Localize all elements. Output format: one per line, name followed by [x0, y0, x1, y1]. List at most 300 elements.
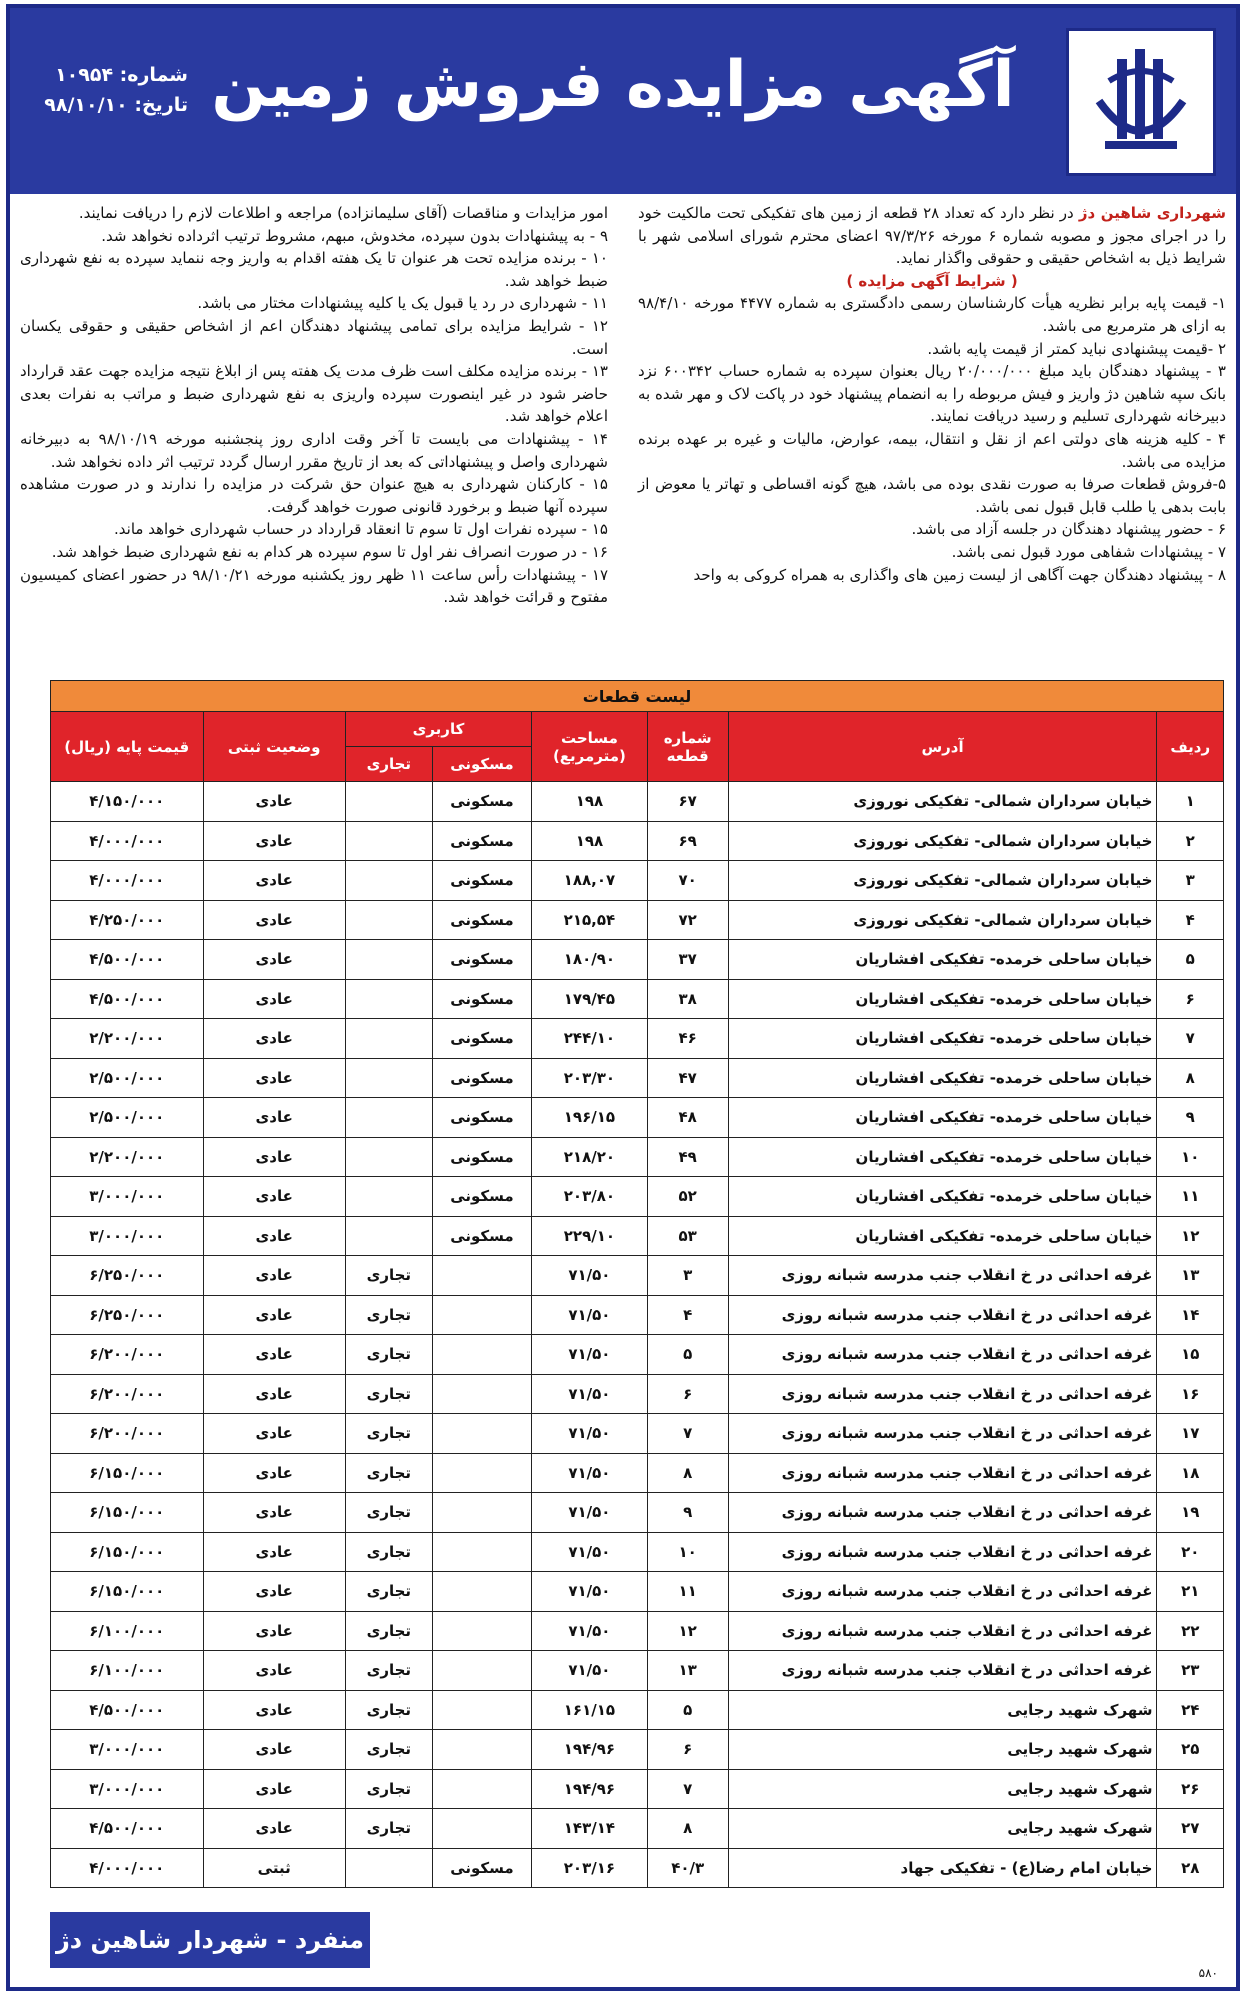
cell-lot-number: ۱۱ — [647, 1572, 728, 1612]
cell-commercial: تجاری — [345, 1256, 432, 1296]
cell-row-number: ۲۳ — [1157, 1651, 1224, 1691]
table-row — [51, 1256, 1224, 1296]
cell-registration-status: عادی — [203, 1177, 345, 1217]
header-banner — [10, 8, 1236, 194]
cell-commercial: تجاری — [345, 1295, 432, 1335]
header-residential: مسکونی — [432, 747, 531, 782]
cell-row-number: ۱۹ — [1157, 1493, 1224, 1533]
cell-row-number: ۱۷ — [1157, 1414, 1224, 1454]
cell-lot-number: ۳ — [647, 1256, 728, 1296]
table-row — [51, 1651, 1224, 1691]
cell-address: خیابان ساحلی خرمده- تفکیکی افشاریان — [728, 1019, 1157, 1059]
cell-address: خیابان سرداران شمالی- تفکیکی نوروزی — [728, 782, 1157, 822]
cell-area: ۱۷۹/۴۵ — [532, 979, 648, 1019]
cell-area: ۷۱/۵۰ — [532, 1611, 648, 1651]
cell-address: غرفه احداثی در خ انقلاب جنب مدرسه شبانه روزی — [728, 1611, 1157, 1651]
condition-item: ۴ - کلیه هزینه های دولتی اعم از نقل و انتقال، بیمه، عوارض، مالیات و غیره بر عهده برنده مزایده می باشد. — [638, 429, 1226, 471]
cell-commercial: تجاری — [345, 1532, 432, 1572]
cell-residential — [432, 1572, 531, 1612]
cell-registration-status: عادی — [203, 1414, 345, 1454]
cell-residential — [432, 1493, 531, 1533]
conditions-section — [20, 202, 1226, 662]
cell-base-price: ۲/۵۰۰/۰۰۰ — [51, 1058, 204, 1098]
cell-residential — [432, 1730, 531, 1770]
cell-base-price: ۲/۲۰۰/۰۰۰ — [51, 1137, 204, 1177]
cell-area: ۲۱۸/۲۰ — [532, 1137, 648, 1177]
cell-address: خیابان ساحلی خرمده- تفکیکی افشاریان — [728, 1216, 1157, 1256]
cell-residential: مسکونی — [432, 1019, 531, 1059]
cell-residential — [432, 1414, 531, 1454]
cell-row-number: ۲۴ — [1157, 1690, 1224, 1730]
cell-area: ۱۹۶/۱۵ — [532, 1098, 648, 1138]
cell-commercial — [345, 861, 432, 901]
table-row — [51, 1769, 1224, 1809]
table-row — [51, 1137, 1224, 1177]
cell-base-price: ۶/۱۵۰/۰۰۰ — [51, 1572, 204, 1612]
municipality-logo-icon — [1066, 28, 1216, 176]
cell-area: ۱۹۸ — [532, 782, 648, 822]
cell-row-number: ۲۶ — [1157, 1769, 1224, 1809]
cell-base-price: ۶/۱۰۰/۰۰۰ — [51, 1611, 204, 1651]
condition-item: ۷ - پیشنهادات شفاهی مورد قبول نمی باشد. — [951, 542, 1226, 561]
cell-registration-status: ثبتی — [203, 1848, 345, 1888]
cell-base-price: ۳/۰۰۰/۰۰۰ — [51, 1177, 204, 1217]
cell-registration-status: عادی — [203, 1019, 345, 1059]
cell-address: شهرک شهید رجایی — [728, 1809, 1157, 1849]
cell-row-number: ۱۴ — [1157, 1295, 1224, 1335]
cell-residential — [432, 1335, 531, 1375]
cell-lot-number: ۳۸ — [647, 979, 728, 1019]
condition-item: ۳ - پیشنهاد دهندگان باید مبلغ ۲۰/۰۰۰/۰۰۰ ریال بعنوان سپرده به شماره حساب ۶۰۰۳۴۲ نزد بانک سپه شاهین دژ واریز و فیش مربوطه را به انضمام پیشنهاد خود در پاکت لاک و مهر شده به دبیرخانه شهرداری تسلیم و رسید دریافت نمایند. — [638, 362, 1226, 426]
cell-row-number: ۲۸ — [1157, 1848, 1224, 1888]
cell-lot-number: ۷۰ — [647, 861, 728, 901]
cell-base-price: ۶/۲۰۰/۰۰۰ — [51, 1335, 204, 1375]
cell-commercial: تجاری — [345, 1690, 432, 1730]
table-row — [51, 1532, 1224, 1572]
cell-commercial — [345, 1216, 432, 1256]
cell-lot-number: ۵۲ — [647, 1177, 728, 1217]
cell-area: ۱۶۱/۱۵ — [532, 1690, 648, 1730]
cell-residential: مسکونی — [432, 821, 531, 861]
cell-lot-number: ۸ — [647, 1453, 728, 1493]
cell-registration-status: عادی — [203, 1651, 345, 1691]
cell-row-number: ۴ — [1157, 900, 1224, 940]
cell-registration-status: عادی — [203, 900, 345, 940]
cell-lot-number: ۶ — [647, 1730, 728, 1770]
condition-item: ۱۳ - برنده مزایده مکلف است ظرف مدت یک هفته پس از ابلاغ نتیجه مزایده جهت عقد قرارداد حاضر شود در غیر اینصورت سپرده واریزی به نفع شهرداری ضبط و مراتب به نفرات بعدی اعلام خواهد شد. — [20, 362, 608, 426]
cell-base-price: ۴/۵۰۰/۰۰۰ — [51, 940, 204, 980]
table-row — [51, 1730, 1224, 1770]
cell-commercial: تجاری — [345, 1769, 432, 1809]
cell-base-price: ۴/۲۵۰/۰۰۰ — [51, 900, 204, 940]
condition-item: ۱۷ - پیشنهادات رأس ساعت ۱۱ ظهر روز یکشنبه مورخه ۹۸/۱۰/۲۱ در حضور اعضای کمیسیون مفتوح و قرائت خواهد شد. — [20, 565, 609, 607]
condition-item: ۸ - پیشنهاد دهندگان جهت آگاهی از لیست زمین های واگذاری به همراه کروکی به واحد — [693, 565, 1226, 584]
cell-lot-number: ۷ — [647, 1414, 728, 1454]
table-row — [51, 1019, 1224, 1059]
header-lot-number: شماره قطعه — [647, 712, 728, 782]
cell-address: خیابان امام رضا(ع) - تفکیکی جهاد — [728, 1848, 1157, 1888]
table-row — [51, 1690, 1224, 1730]
cell-registration-status: عادی — [203, 940, 345, 980]
cell-address: غرفه احداثی در خ انقلاب جنب مدرسه شبانه روزی — [728, 1414, 1157, 1454]
cell-address: شهرک شهید رجایی — [728, 1730, 1157, 1770]
conditions-left-column — [20, 202, 608, 609]
cell-residential — [432, 1651, 531, 1691]
cell-residential: مسکونی — [432, 1098, 531, 1138]
cell-lot-number: ۴۹ — [647, 1137, 728, 1177]
cell-lot-number: ۴۶ — [647, 1019, 728, 1059]
cell-row-number: ۱ — [1157, 782, 1224, 822]
cell-base-price: ۶/۱۵۰/۰۰۰ — [51, 1493, 204, 1533]
cell-address: خیابان ساحلی خرمده- تفکیکی افشاریان — [728, 979, 1157, 1019]
cell-base-price: ۴/۰۰۰/۰۰۰ — [51, 821, 204, 861]
cell-area: ۷۱/۵۰ — [532, 1572, 648, 1612]
cell-lot-number: ۵ — [647, 1690, 728, 1730]
cell-area: ۷۱/۵۰ — [532, 1532, 648, 1572]
cell-address: غرفه احداثی در خ انقلاب جنب مدرسه شبانه روزی — [728, 1453, 1157, 1493]
cell-registration-status: عادی — [203, 1730, 345, 1770]
cell-address: غرفه احداثی در خ انقلاب جنب مدرسه شبانه روزی — [728, 1335, 1157, 1375]
cell-commercial — [345, 1848, 432, 1888]
cell-lot-number: ۵۳ — [647, 1216, 728, 1256]
cell-area: ۷۱/۵۰ — [532, 1374, 648, 1414]
condition-item: ۲ -قیمت پیشنهادی نباید کمتر از قیمت پایه باشد. — [927, 339, 1226, 358]
cell-registration-status: عادی — [203, 1572, 345, 1612]
cell-residential: مسکونی — [432, 1058, 531, 1098]
lots-table-wrapper — [50, 680, 1224, 1888]
cell-registration-status: عادی — [203, 1374, 345, 1414]
cell-address: خیابان سرداران شمالی- تفکیکی نوروزی — [728, 900, 1157, 940]
cell-base-price: ۶/۱۵۰/۰۰۰ — [51, 1453, 204, 1493]
table-row — [51, 1098, 1224, 1138]
logo-graphic — [1069, 31, 1213, 173]
cell-address: شهرک شهید رجایی — [728, 1690, 1157, 1730]
cell-registration-status: عادی — [203, 861, 345, 901]
condition-item: ۶ - حضور پیشنهاد دهندگان در جلسه آزاد می باشد. — [911, 520, 1226, 539]
cell-row-number: ۲۵ — [1157, 1730, 1224, 1770]
cell-commercial: تجاری — [345, 1809, 432, 1849]
header-registration-status: وضعیت ثبتی — [203, 712, 345, 782]
condition-item: ۱- قیمت پایه برابر نظریه هیأت کارشناسان رسمی دادگستری به شماره ۴۴۷۷ مورخه ۹۸/۴/۱۰ به ازای هر مترمربع می باشد. — [638, 294, 1226, 335]
header-commercial: تجاری — [345, 747, 432, 782]
condition-item: امور مزایدات و مناقصات (آقای سلیمانزاده) مراجعه و اطلاعات لازم را دریافت نمایند. — [78, 204, 608, 222]
cell-base-price: ۴/۰۰۰/۰۰۰ — [51, 861, 204, 901]
cell-lot-number: ۴۰/۳ — [647, 1848, 728, 1888]
cell-area: ۲۰۳/۳۰ — [532, 1058, 648, 1098]
cell-lot-number: ۱۳ — [647, 1651, 728, 1691]
cell-registration-status: عادی — [203, 1493, 345, 1533]
header-area: مساحت (مترمربع) — [532, 712, 648, 782]
cell-registration-status: عادی — [203, 1058, 345, 1098]
cell-commercial: تجاری — [345, 1414, 432, 1454]
cell-base-price: ۴/۵۰۰/۰۰۰ — [51, 1690, 204, 1730]
cell-row-number: ۷ — [1157, 1019, 1224, 1059]
cell-registration-status: عادی — [203, 1137, 345, 1177]
cell-base-price: ۶/۱۵۰/۰۰۰ — [51, 1532, 204, 1572]
cell-area: ۷۱/۵۰ — [532, 1493, 648, 1533]
signature-banner: منفرد - شهردار شاهین دژ — [50, 1912, 370, 1968]
lots-table — [50, 680, 1224, 1888]
cell-residential: مسکونی — [432, 900, 531, 940]
cell-residential — [432, 1295, 531, 1335]
cell-address: خیابان ساحلی خرمده- تفکیکی افشاریان — [728, 940, 1157, 980]
cell-area: ۱۹۴/۹۶ — [532, 1769, 648, 1809]
condition-item: ۱۱ - شهرداری در رد یا قبول یک یا کلیه پیشنهادات مختار می باشد. — [197, 294, 608, 313]
cell-address: غرفه احداثی در خ انقلاب جنب مدرسه شبانه روزی — [728, 1493, 1157, 1533]
table-row — [51, 940, 1224, 980]
condition-item: ۱۵ - کارکنان شهرداری به هیچ عنوان حق شرکت در مزایده را ندارند و در صورت مشاهده سپرده آنها ضبط و برخورد قانونی صورت خواهد گرفت. — [20, 475, 608, 516]
cell-area: ۷۱/۵۰ — [532, 1295, 648, 1335]
table-row — [51, 1216, 1224, 1256]
cell-residential — [432, 1256, 531, 1296]
cell-row-number: ۸ — [1157, 1058, 1224, 1098]
cell-address: خیابان ساحلی خرمده- تفکیکی افشاریان — [728, 1177, 1157, 1217]
cell-base-price: ۳/۰۰۰/۰۰۰ — [51, 1769, 204, 1809]
cell-row-number: ۱۲ — [1157, 1216, 1224, 1256]
cell-lot-number: ۶۷ — [647, 782, 728, 822]
cell-row-number: ۳ — [1157, 861, 1224, 901]
cell-registration-status: عادی — [203, 1098, 345, 1138]
condition-item: ۱۵ - سپرده نفرات اول تا سوم تا انعقاد قرارداد در حساب شهرداری خواهد ماند. — [114, 520, 608, 539]
cell-base-price: ۴/۵۰۰/۰۰۰ — [51, 1809, 204, 1849]
cell-base-price: ۴/۱۵۰/۰۰۰ — [51, 782, 204, 822]
table-row — [51, 782, 1224, 822]
condition-item: ۱۴ - پیشنهادات می بایست تا آخر وقت اداری روز پنجشنبه مورخه ۹۸/۱۰/۱۹ به دبیرخانه شهرداری واصل و پیشنهاداتی که بعد از تاریخ مقرر ارسال گردد ترتیب اثر داده نخواهد شد. — [20, 429, 608, 471]
cell-row-number: ۲۱ — [1157, 1572, 1224, 1612]
table-row — [51, 1572, 1224, 1612]
cell-base-price: ۶/۲۵۰/۰۰۰ — [51, 1295, 204, 1335]
cell-registration-status: عادی — [203, 782, 345, 822]
table-row — [51, 1177, 1224, 1217]
cell-registration-status: عادی — [203, 1216, 345, 1256]
cell-row-number: ۲۲ — [1157, 1611, 1224, 1651]
cell-residential — [432, 1532, 531, 1572]
lots-table-body — [51, 782, 1224, 1888]
page-title: آگهی مزایده فروش زمین — [211, 48, 1015, 122]
cell-commercial — [345, 900, 432, 940]
cell-area: ۷۱/۵۰ — [532, 1414, 648, 1454]
cell-row-number: ۱۰ — [1157, 1137, 1224, 1177]
cell-area: ۲۰۳/۸۰ — [532, 1177, 648, 1217]
table-row — [51, 1809, 1224, 1849]
table-row — [51, 1335, 1224, 1375]
cell-lot-number: ۱۲ — [647, 1611, 728, 1651]
cell-commercial — [345, 782, 432, 822]
cell-residential: مسکونی — [432, 1848, 531, 1888]
cell-address: خیابان سرداران شمالی- تفکیکی نوروزی — [728, 821, 1157, 861]
cell-row-number: ۹ — [1157, 1098, 1224, 1138]
cell-row-number: ۲ — [1157, 821, 1224, 861]
cell-residential — [432, 1769, 531, 1809]
cell-address: شهرک شهید رجایی — [728, 1769, 1157, 1809]
cell-registration-status: عادی — [203, 1453, 345, 1493]
cell-lot-number: ۵ — [647, 1335, 728, 1375]
cell-registration-status: عادی — [203, 1690, 345, 1730]
cell-base-price: ۴/۰۰۰/۰۰۰ — [51, 1848, 204, 1888]
cell-residential: مسکونی — [432, 782, 531, 822]
cell-area: ۲۰۳/۱۶ — [532, 1848, 648, 1888]
cell-registration-status: عادی — [203, 1256, 345, 1296]
cell-lot-number: ۶ — [647, 1374, 728, 1414]
cell-lot-number: ۷۲ — [647, 900, 728, 940]
cell-residential — [432, 1809, 531, 1849]
cell-base-price: ۶/۱۰۰/۰۰۰ — [51, 1651, 204, 1691]
cell-row-number: ۱۵ — [1157, 1335, 1224, 1375]
condition-item: ۱۲ - شرایط مزایده برای تمامی پیشنهاد دهندگان اعم از اشخاص حقیقی و حقوقی یکسان است. — [20, 316, 608, 358]
cell-row-number: ۱۶ — [1157, 1374, 1224, 1414]
cell-commercial: تجاری — [345, 1730, 432, 1770]
table-row — [51, 1295, 1224, 1335]
table-row — [51, 1848, 1224, 1888]
cell-commercial: تجاری — [345, 1453, 432, 1493]
cell-base-price: ۲/۵۰۰/۰۰۰ — [51, 1098, 204, 1138]
cell-residential — [432, 1611, 531, 1651]
table-row — [51, 1414, 1224, 1454]
cell-residential — [432, 1453, 531, 1493]
cell-row-number: ۲۷ — [1157, 1809, 1224, 1849]
cell-address: خیابان ساحلی خرمده- تفکیکی افشاریان — [728, 1058, 1157, 1098]
table-row — [51, 979, 1224, 1019]
cell-address: غرفه احداثی در خ انقلاب جنب مدرسه شبانه روزی — [728, 1572, 1157, 1612]
notice-date: تاریخ: ۹۸/۱۰/۱۰ — [44, 94, 188, 116]
cell-area: ۲۱۵,۵۴ — [532, 900, 648, 940]
org-name: شهرداری شاهین دژ — [1078, 204, 1226, 222]
cell-area: ۷۱/۵۰ — [532, 1453, 648, 1493]
cell-commercial — [345, 1098, 432, 1138]
condition-item: ۱۰ - برنده مزایده تحت هر عنوان تا یک هفته اقدام به واریز وجه ننماید سپرده به نفع شهرداری ضبط خواهد شد. — [20, 249, 608, 290]
cell-base-price: ۶/۲۰۰/۰۰۰ — [51, 1374, 204, 1414]
cell-commercial: تجاری — [345, 1611, 432, 1651]
cell-commercial: تجاری — [345, 1335, 432, 1375]
table-row — [51, 900, 1224, 940]
cell-area: ۱۹۴/۹۶ — [532, 1730, 648, 1770]
cell-commercial: تجاری — [345, 1374, 432, 1414]
cell-registration-status: عادی — [203, 1611, 345, 1651]
cell-registration-status: عادی — [203, 1335, 345, 1375]
cell-commercial: تجاری — [345, 1493, 432, 1533]
cell-row-number: ۱۸ — [1157, 1453, 1224, 1493]
intro-paragraph — [638, 202, 1226, 270]
condition-item: ۹ - به پیشنهادات بدون سپرده، مخدوش، مبهم، مشروط ترتیب اثرداده نخواهد شد. — [101, 226, 608, 245]
cell-base-price: ۶/۲۵۰/۰۰۰ — [51, 1256, 204, 1296]
cell-residential: مسکونی — [432, 861, 531, 901]
cell-area: ۱۸۰/۹۰ — [532, 940, 648, 980]
cell-address: غرفه احداثی در خ انقلاب جنب مدرسه شبانه روزی — [728, 1651, 1157, 1691]
cell-residential: مسکونی — [432, 1216, 531, 1256]
cell-registration-status: عادی — [203, 979, 345, 1019]
conditions-right-column — [638, 202, 1226, 586]
cell-commercial — [345, 1137, 432, 1177]
cell-area: ۱۴۳/۱۴ — [532, 1809, 648, 1849]
cell-area: ۷۱/۵۰ — [532, 1651, 648, 1691]
cell-area: ۷۱/۵۰ — [532, 1335, 648, 1375]
cell-area: ۱۹۸ — [532, 821, 648, 861]
cell-commercial — [345, 1019, 432, 1059]
table-row — [51, 1493, 1224, 1533]
cell-base-price: ۴/۵۰۰/۰۰۰ — [51, 979, 204, 1019]
cell-residential: مسکونی — [432, 979, 531, 1019]
cell-row-number: ۱۳ — [1157, 1256, 1224, 1296]
cell-area: ۲۴۴/۱۰ — [532, 1019, 648, 1059]
table-row — [51, 1611, 1224, 1651]
cell-lot-number: ۴ — [647, 1295, 728, 1335]
header-base-price: قیمت پایه (ریال) — [51, 712, 204, 782]
cell-commercial — [345, 1177, 432, 1217]
header-address: آدرس — [728, 712, 1157, 782]
cell-area: ۷۱/۵۰ — [532, 1256, 648, 1296]
cell-commercial: تجاری — [345, 1572, 432, 1612]
table-row — [51, 1058, 1224, 1098]
cell-residential — [432, 1690, 531, 1730]
notice-meta — [28, 60, 188, 120]
intro-text: در نظر دارد که تعداد ۲۸ قطعه از زمین های تفکیکی تحت مالکیت خود را در اجرای مجوز و مصوبه شماره ۶ مورخه ۹۷/۳/۲۶ اعضای محترم شورای اسلامی شهر با شرایط ذیل به اشخاص حقیقی و حقوقی واگذار نماید. — [638, 204, 1226, 268]
header-row-number: ردیف — [1157, 712, 1224, 782]
table-caption: لیست قطعات — [51, 681, 1224, 712]
cell-commercial — [345, 979, 432, 1019]
cell-residential: مسکونی — [432, 940, 531, 980]
cell-lot-number: ۱۰ — [647, 1532, 728, 1572]
cell-commercial — [345, 940, 432, 980]
condition-item: ۵-فروش قطعات صرفا به صورت نقدی بوده می باشد، هیچ گونه اقساطی و تهاتر یا معوض از بابت بدهی یا طلب قابل قبول نمی باشد. — [638, 475, 1226, 516]
cell-base-price: ۶/۲۰۰/۰۰۰ — [51, 1414, 204, 1454]
cell-address: خیابان ساحلی خرمده- تفکیکی افشاریان — [728, 1098, 1157, 1138]
cell-residential — [432, 1374, 531, 1414]
cell-registration-status: عادی — [203, 1295, 345, 1335]
page-code: ۵۸۰ — [1198, 1966, 1218, 1980]
cell-base-price: ۲/۲۰۰/۰۰۰ — [51, 1019, 204, 1059]
cell-lot-number: ۸ — [647, 1809, 728, 1849]
cell-residential: مسکونی — [432, 1137, 531, 1177]
cell-address: غرفه احداثی در خ انقلاب جنب مدرسه شبانه روزی — [728, 1374, 1157, 1414]
cell-address: غرفه احداثی در خ انقلاب جنب مدرسه شبانه روزی — [728, 1295, 1157, 1335]
notice-number: شماره: ۱۰۹۵۴ — [55, 64, 188, 86]
table-row — [51, 821, 1224, 861]
conditions-title: ( شرایط آگهی مزایده ) — [846, 271, 1018, 290]
cell-residential: مسکونی — [432, 1177, 531, 1217]
cell-address: خیابان ساحلی خرمده- تفکیکی افشاریان — [728, 1137, 1157, 1177]
cell-registration-status: عادی — [203, 1532, 345, 1572]
advertisement-page — [6, 4, 1240, 1991]
cell-lot-number: ۴۸ — [647, 1098, 728, 1138]
cell-row-number: ۲۰ — [1157, 1532, 1224, 1572]
cell-lot-number: ۶۹ — [647, 821, 728, 861]
table-row — [51, 861, 1224, 901]
condition-item: ۱۶ - در صورت انصراف نفر اول تا سوم سپرده هر کدام به نفع شهرداری ضبط خواهد شد. — [51, 542, 608, 561]
header-usage: کاربری — [345, 712, 531, 747]
cell-area: ۲۲۹/۱۰ — [532, 1216, 648, 1256]
cell-registration-status: عادی — [203, 821, 345, 861]
cell-commercial — [345, 821, 432, 861]
cell-lot-number: ۹ — [647, 1493, 728, 1533]
cell-lot-number: ۳۷ — [647, 940, 728, 980]
cell-address: غرفه احداثی در خ انقلاب جنب مدرسه شبانه روزی — [728, 1256, 1157, 1296]
cell-area: ۱۸۸,۰۷ — [532, 861, 648, 901]
cell-registration-status: عادی — [203, 1769, 345, 1809]
cell-row-number: ۶ — [1157, 979, 1224, 1019]
cell-base-price: ۳/۰۰۰/۰۰۰ — [51, 1730, 204, 1770]
cell-commercial: تجاری — [345, 1651, 432, 1691]
table-row — [51, 1374, 1224, 1414]
cell-address: خیابان سرداران شمالی- تفکیکی نوروزی — [728, 861, 1157, 901]
cell-row-number: ۵ — [1157, 940, 1224, 980]
cell-address: غرفه احداثی در خ انقلاب جنب مدرسه شبانه روزی — [728, 1532, 1157, 1572]
cell-base-price: ۳/۰۰۰/۰۰۰ — [51, 1216, 204, 1256]
cell-row-number: ۱۱ — [1157, 1177, 1224, 1217]
cell-registration-status: عادی — [203, 1809, 345, 1849]
table-row — [51, 1453, 1224, 1493]
cell-lot-number: ۷ — [647, 1769, 728, 1809]
cell-lot-number: ۴۷ — [647, 1058, 728, 1098]
